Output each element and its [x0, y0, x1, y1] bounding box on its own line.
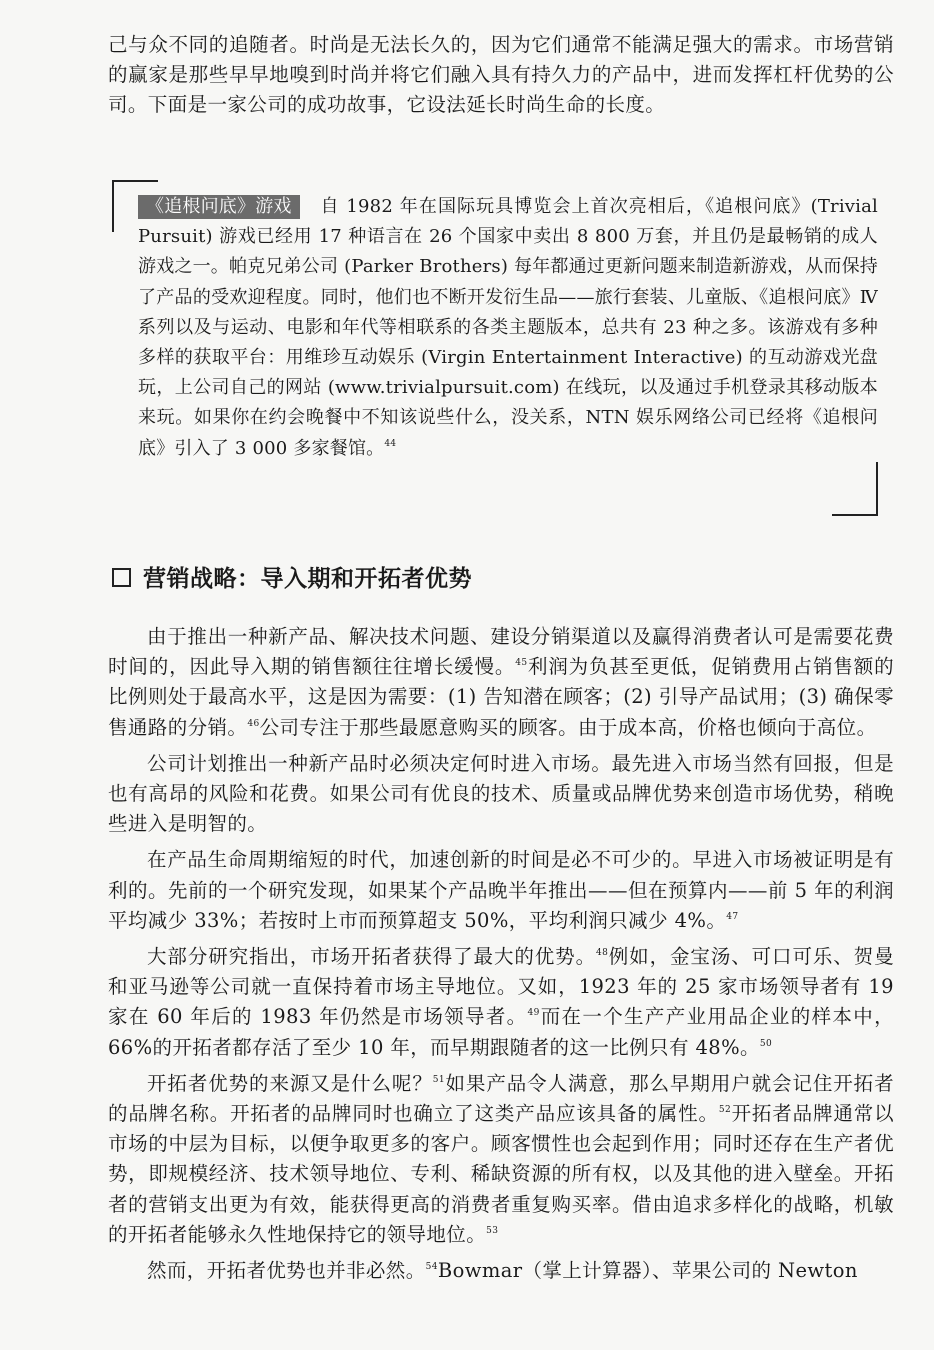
text-run: 利润为负甚至更低，促销费用占销售额的比例则处于最高水平，这是因为需要：(1) 告知潜在顾客；(2) 引导产品试用；(3) 确保零售通路的分销。 — [108, 655, 894, 739]
footnote-ref: 48 — [596, 948, 609, 959]
text-run: 公司计划推出一种新产品时必须决定何时进入市场。最先进入市场当然有回报，但是也有高昂的风险和花费。如果公司有优良的技术、质量或品牌优势来创造市场优势，稍晚些进入是明智的。 — [108, 751, 894, 836]
paragraph-5 — [108, 1069, 894, 1250]
footnote-ref: 50 — [759, 1038, 773, 1049]
case-box — [138, 192, 878, 464]
case-box-title: 《追根问底》游戏 — [138, 195, 300, 219]
section-heading-text: 营销战略：导入期和开拓者优势 — [143, 566, 472, 592]
paragraph-3 — [108, 845, 894, 936]
paragraph-1 — [108, 622, 894, 743]
case-box-text: 自 1982 年在国际玩具博览会上首次亮相后，《追根问底》(Trivial Pursuit) 游戏已经用 17 种语言在 26 个国家中卖出 8 800 万套，并且仍是最畅销的成人游戏之一。帕克兄弟公司 (Parker Brothers) 每年都通过更新问题来制造新游戏，从而保持了产品的受欢迎程度。同时，他们也不断开发衍生品——旅行套装、儿童版、《追根问底》Ⅳ系列以及与运动、电影和年代等相联系的各类主题版本，总共有 23 种之多。该游戏有多种多样的获取平台：用维珍互动娱乐 (Virgin Entertainment Interactive) 的互动游戏光盘玩，上公司自己的网站 (www.trivialpursuit.com) 在线玩，以及通过手机登录其移动版本来玩。如果你在约会晚餐中不知该说些什么，没关系，NTN 娱乐网络公司已经将《追根问底》引入了 3 000 多家餐馆。 — [138, 196, 878, 459]
footnote-ref: 49 — [527, 1008, 540, 1019]
text-run: 开拓者品牌通常以市场的中层为目标，以便争取更多的客户。顾客惯性也会起到作用；同时还存在生产者优势，即规模经济、技术领导地位、专利、稀缺资源的所有权，以及其他的进入壁垒。开拓者的营销支出更为有效，能获得更高的消费者重复购买率。借由追求多样化的战略，机敏的开拓者能够永久性地保持它的领导地位。 — [108, 1102, 894, 1246]
footnote-ref: 45 — [515, 658, 528, 669]
paragraph-6 — [108, 1256, 894, 1286]
square-bullet-icon — [112, 568, 131, 587]
text-run: 而在一个生产产业用品企业的样本中，66%的开拓者都存活了至少 10 年，而早期跟随者的这一比例只有 48%。 — [108, 1005, 894, 1059]
text-run: 由于推出一种新产品、解决技术问题、建设分销渠道以及赢得消费者认可是需要花费时间的，因此导入期的销售额往往增长缓慢。 — [108, 625, 894, 679]
footnote-ref: 53 — [486, 1225, 499, 1236]
footnote-ref: 52 — [718, 1105, 732, 1116]
text-run: 在产品生命周期缩短的时代，加速创新的时间是必不可少的。早进入市场被证明是有利的。先前的一个研究发现，如果某个产品晚半年推出——但在预算内——前 5 年的利润平均减少 33%；若按时上市而预算超支 50%，平均利润只减少 4%。 — [108, 848, 894, 932]
footnote-ref: 44 — [384, 438, 397, 449]
footnote-ref: 46 — [247, 718, 260, 729]
text-run: 大部分研究指出，市场开拓者获得了最大的优势。 — [147, 945, 596, 969]
footnote-ref: 54 — [425, 1262, 438, 1273]
text-run: 然而，开拓者优势也并非必然。 — [147, 1259, 426, 1283]
case-box-corner-bottom-right — [832, 462, 878, 516]
main-text — [108, 622, 894, 1286]
section-heading — [112, 560, 472, 593]
footnote-ref: 51 — [432, 1074, 445, 1085]
text-run: 公司专注于那些最愿意购买的顾客。由于成本高，价格也倾向于高位。 — [259, 715, 877, 739]
text-run: 例如，金宝汤、可口可乐、贺曼和亚马逊等公司就一直保持着市场主导地位。又如，1923 年的 25 家市场领导者有 19 家在 60 年后的 1983 年仍然是市场领导者。 — [108, 945, 894, 1029]
footnote-ref: 47 — [726, 911, 739, 922]
text-run: 开拓者优势的来源又是什么呢？ — [147, 1071, 433, 1095]
top-paragraph-block — [108, 30, 894, 121]
text-run: 如果产品令人满意，那么早期用户就会记住开拓者的品牌名称。开拓者的品牌同时也确立了这类产品应该具备的属性。 — [108, 1071, 894, 1126]
text-run: Bowmar（掌上计算器）、苹果公司的 Newton — [437, 1259, 858, 1283]
paragraph-4 — [108, 942, 894, 1063]
paragraph-2 — [108, 749, 894, 840]
top-paragraph: 己与众不同的追随者。时尚是无法长久的，因为它们通常不能满足强大的需求。市场营销的赢家是那些早早地嗅到时尚并将它们融入具有持久力的产品中，进而发挥杠杆优势的公司。下面是一家公司的成功故事，它设法延长时尚生命的长度。 — [108, 33, 894, 117]
